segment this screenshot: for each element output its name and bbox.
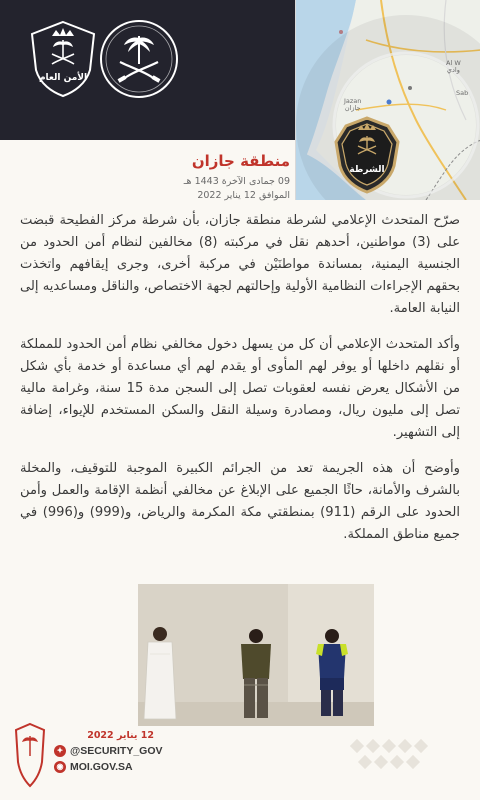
footer-shield-icon bbox=[14, 722, 46, 788]
jazan-map-image bbox=[295, 0, 480, 200]
map-label-sabya: Sab bbox=[456, 89, 469, 97]
footer-date: 12 يناير 2022 bbox=[87, 730, 154, 741]
paragraph: وأوضح أن هذه الجريمة تعد من الجرائم الكبيرة الموجبة للتوقيف، والمخلة بالشرف والأمانة، حاثًا الجميع على الإبلاغ عن مخالفي أنظمة الإقامة والعمل وأمن الحدود على الرقم (911) بمنطقتي مكة المكرمة والرياض، و(999) و(996) في جميع مناطق المملكة. bbox=[20, 461, 460, 542]
badge-text: الشرطة bbox=[349, 165, 385, 175]
twitter-handle[interactable]: @SECURITY_GOV bbox=[70, 745, 163, 757]
website-link[interactable]: MOI.GOV.SA bbox=[70, 761, 133, 773]
article-body bbox=[20, 210, 460, 560]
twitter-icon: ✦ bbox=[54, 745, 66, 757]
globe-icon: ◉ bbox=[54, 761, 66, 773]
date-hijri: 09 جمادى الآخرة 1443 هـ bbox=[183, 176, 290, 187]
decorative-pattern-icon bbox=[350, 735, 440, 779]
police-badge-icon bbox=[330, 116, 404, 194]
map-label-jazan: Jazan جازان bbox=[344, 97, 362, 113]
website-row[interactable] bbox=[54, 759, 133, 775]
paragraph: وأكد المتحدث الإعلامي أن كل من يسهل دخول مخالفي نظام أمن الحدود للمملكة أو نقلهم داخلها أو يوفر لهم المأوى أو يقدم لهم أي مساعدة أو خدمة بأي شكل من الأشكال يعرض نفسه لعقوبات تصل إلى السجن مدة 15 سنة، وغرامة مالية تصل إلى مليون ريال، ومصادرة وسيلة النقل والسكن المستخدم للإيواء، إضافة إلى التشهير. bbox=[20, 337, 460, 440]
suspects-photo bbox=[138, 584, 374, 726]
twitter-row[interactable] bbox=[54, 743, 163, 759]
map-label-al-wadi: Al W وادي bbox=[446, 59, 461, 75]
public-security-emblem-icon bbox=[22, 18, 104, 100]
date-gregorian: الموافق 12 يناير 2022 bbox=[197, 190, 290, 201]
security-logo-text: الأمن العام bbox=[38, 73, 88, 83]
region-title: منطقة جازان bbox=[191, 152, 290, 170]
paragraph: صرّح المتحدث الإعلامي لشرطة منطقة جازان، بأن شرطة مركز الفطيحة قبضت على (3) مواطنين، أحدهم نقل في مركبته (8) مخالفين لنظام أمن الحدود من الجنسية اليمنية، بمساندة مواطنَيْن في مركبة أخرى، وجرى إيقافهم واتخذت بحقهم الإجراءات النظامية الأولية وإحالتهم لجهة الاختصاص، والناقل ومساعديه إلى النيابة العامة. bbox=[20, 213, 461, 316]
ksa-emblem-icon bbox=[98, 18, 180, 100]
